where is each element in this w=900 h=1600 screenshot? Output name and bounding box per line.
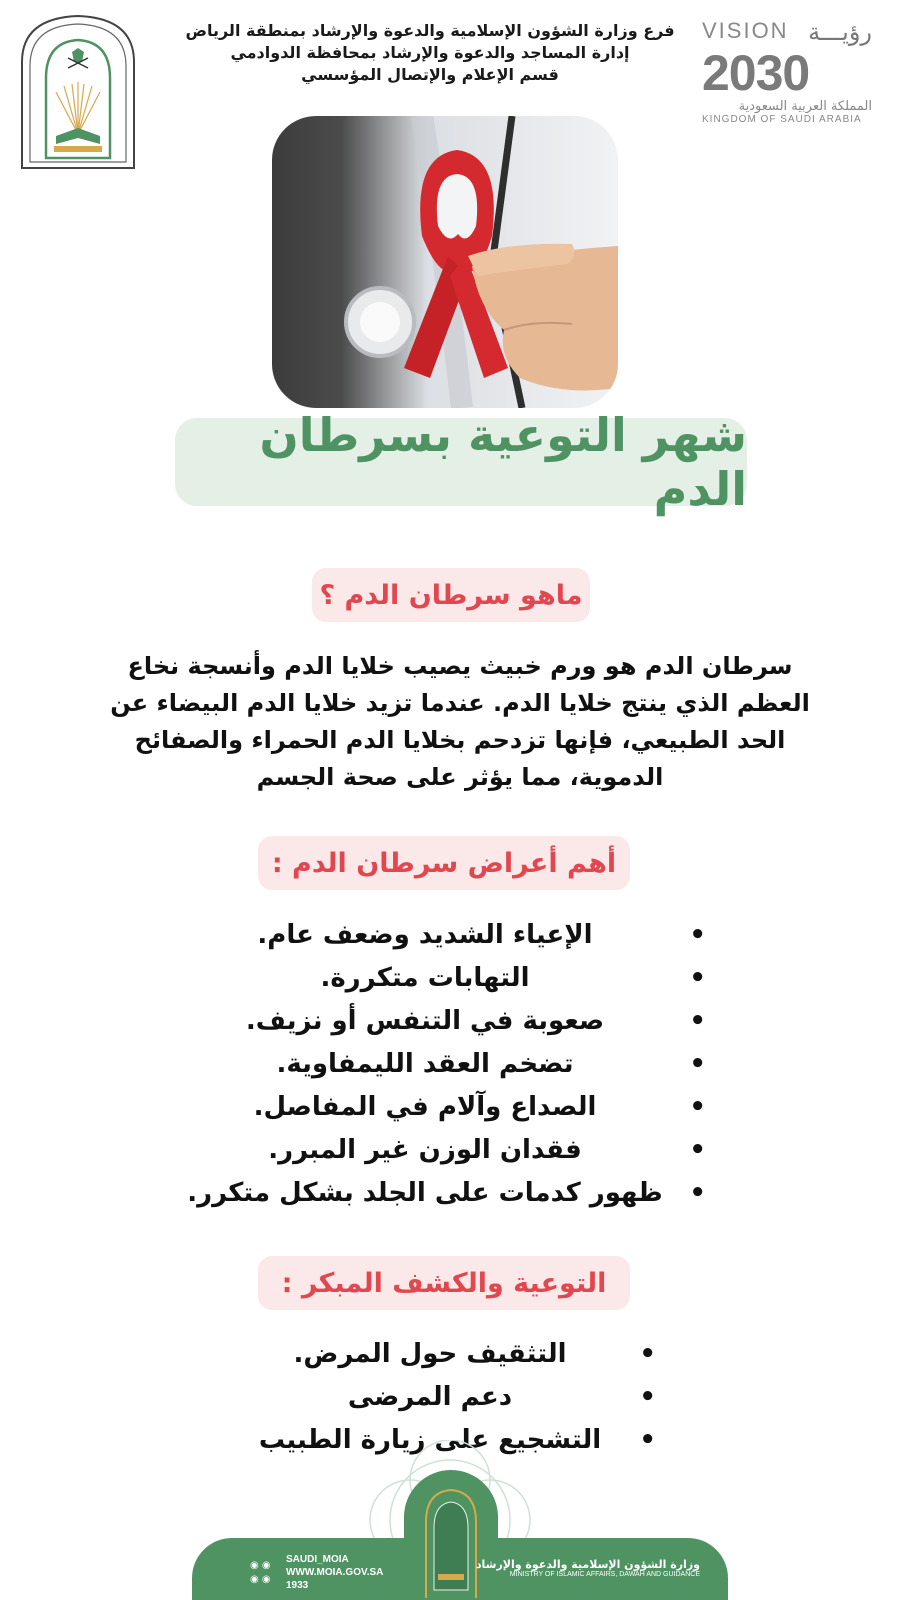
section-heading-text: ماهو سرطان الدم ؟ <box>319 579 583 611</box>
list-item-text: التثقيف حول المرض. <box>293 1339 567 1369</box>
bullet-icon: • <box>689 920 706 950</box>
footer-contact <box>250 1553 383 1592</box>
list-item-text: الإعياء الشديد وضعف عام. <box>257 920 593 950</box>
bullet-icon: • <box>689 1178 706 1208</box>
list-item <box>180 1043 706 1086</box>
hero-ribbon-photo <box>272 116 618 408</box>
vision-2030-logo <box>702 18 872 130</box>
bullet-icon: • <box>689 1092 706 1122</box>
definition-paragraph: سرطان الدم هو ورم خبيث يصيب خلايا الدم وأنسجة نخاع العظم الذي ينتج خلايا الدم. عندما تزيد خلايا الدم البيضاء عن الحد الطبيعي، فإنها تزدحم بخلايا الدم الحمراء والصفائح الدموية، مما يؤثر على صحة الجسم <box>110 652 810 791</box>
list-item <box>240 1376 656 1419</box>
header-text <box>170 20 690 86</box>
footer-handle: SAUDI_MOIA <box>286 1554 349 1565</box>
bullet-icon: • <box>639 1339 656 1369</box>
page-title: شهر التوعية بسرطان الدم <box>259 408 747 516</box>
list-item <box>180 957 706 1000</box>
list-item-text: صعوبة في التنفس أو نزيف. <box>245 1006 605 1036</box>
list-item-text: الصداع وآلام في المفاصل. <box>253 1092 597 1122</box>
bullet-icon: • <box>689 963 706 993</box>
footer-ministry <box>476 1558 700 1578</box>
list-item-text: دعم المرضى <box>347 1382 513 1412</box>
footer-arch <box>404 1470 498 1600</box>
footer-website[interactable]: WWW.MOIA.GOV.SA <box>286 1567 384 1578</box>
list-item <box>180 1172 706 1215</box>
list-item-text: التهابات متكررة. <box>320 963 530 993</box>
list-item <box>180 1129 706 1172</box>
section-heading-awareness <box>258 1256 630 1310</box>
list-item <box>180 1086 706 1129</box>
footer-number: 1933 <box>286 1580 309 1591</box>
bullet-icon: • <box>689 1006 706 1036</box>
list-item <box>240 1333 656 1376</box>
list-item-text: التشجيع على زيارة الطبيب <box>258 1425 602 1455</box>
vision-year: 2030 <box>702 45 810 101</box>
facebook-icon: ◉ ◉ <box>250 1573 271 1585</box>
header-line-3: قسم الإعلام والإتصال المؤسسي <box>301 65 559 84</box>
section-heading-definition <box>312 568 590 622</box>
bullet-icon: • <box>689 1049 706 1079</box>
section-heading-text: التوعية والكشف المبكر : <box>281 1267 607 1299</box>
twitter-icon: ◉ ◉ <box>250 1559 271 1571</box>
header-line-2: إدارة المساجد والدعوة والإرشاد بمحافظة الدوادمي <box>230 43 630 62</box>
section-heading-text: أهم أعراض سرطان الدم : <box>271 847 617 879</box>
ministry-logo <box>16 12 140 172</box>
list-item-text: ظهور كدمات على الجلد بشكل متكرر. <box>187 1178 663 1208</box>
vision-word-ar: رؤيـــة <box>808 19 872 46</box>
list-item <box>180 914 706 957</box>
footer-ministry-en: MINISTRY OF ISLAMIC AFFAIRS, DAWAH AND GUIDANCE <box>509 1571 700 1578</box>
bullet-icon: • <box>639 1382 656 1412</box>
list-item-text: فقدان الوزن غير المبرر. <box>268 1135 582 1165</box>
vision-title <box>702 18 872 44</box>
title-banner <box>175 408 747 516</box>
list-item-text: تضخم العقد الليمفاوية. <box>276 1049 574 1079</box>
symptoms-list <box>180 914 706 1215</box>
bullet-icon: • <box>639 1425 656 1455</box>
vision-country-en: KINGDOM OF SAUDI ARABIA <box>702 114 862 125</box>
list-item <box>180 1000 706 1043</box>
footer-emblem-icon <box>404 1470 498 1600</box>
vision-word-en: VISION <box>702 18 789 43</box>
header-line-1: فرع وزارة الشؤون الإسلامية والدعوة والإرشاد بمنطقة الرياض <box>185 21 675 40</box>
footer-ministry-ar: وزارة الشؤون الإسلامية والدعوة والإرشاد <box>475 1558 700 1571</box>
social-icons <box>250 1559 278 1587</box>
bullet-icon: • <box>689 1135 706 1165</box>
vision-country-ar: المملكة العربية السعودية <box>738 99 872 114</box>
section-heading-symptoms <box>258 836 630 890</box>
